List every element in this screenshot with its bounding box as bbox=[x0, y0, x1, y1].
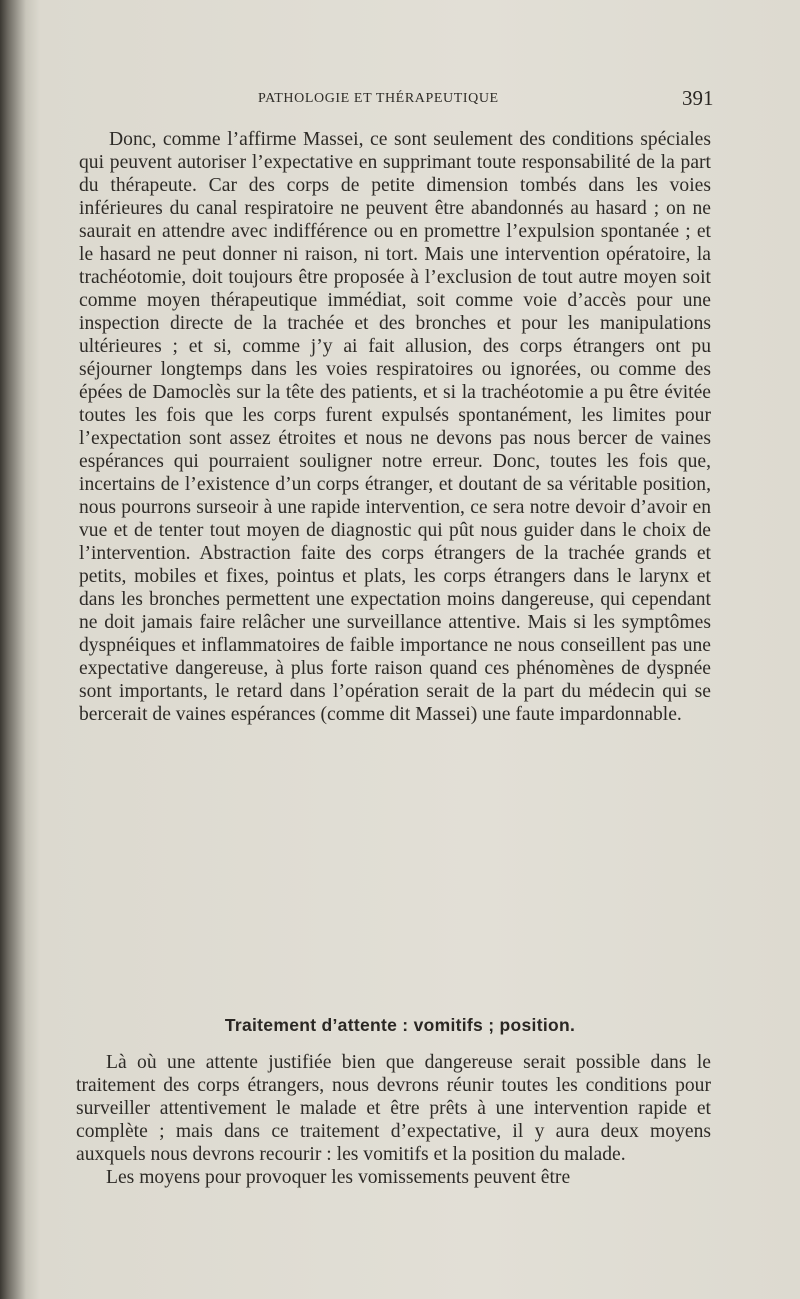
paragraph-1: Donc, comme l’affirme Massei, ce sont seulement des conditions spéciales qui peuvent autoriser l’expectative en supprimant toute responsabilité de la part du thérapeute. Car des corps de petite dimension tombés dans les voies inférieures du canal respiratoire ne peuvent être abandonnés au hasard ; on ne saurait en attendre avec indifférence ou en promettre l’expulsion spontanée ; et le hasard ne peut donner ni raison, ni tort. Mais une intervention opératoire, la trachéotomie, doit toujours être proposée à l’exclusion de tout autre moyen soit comme moyen thérapeutique immédiat, soit comme voie d’accès pour une inspection directe de la trachée et des bronches et pour les manipulations ultérieures ; et si, comme j’y ai fait allusion, des corps étrangers ont pu séjourner longtemps dans les voies respiratoires ou ignorées, ou comme des épées de Damoclès sur la tête des patients, et si la trachéotomie a pu être évitée toutes les fois que les corps furent expulsés spontanément, les limites pour l’expectation sont assez étroites et nous ne devons pas nous bercer de vaines espérances qui pourraient souligner notre erreur. Donc, toutes les fois que, incertains de l’existence d’un corps étranger, et doutant de sa véritable position, nous pourrons surseoir à une rapide intervention, ce sera notre devoir d’avoir en vue et de tenter tout moyen de diagnostic qui pût nous guider dans le choix de l’intervention. Abstraction faite des corps étrangers de la trachée grands et petits, mobiles et fixes, pointus et plats, les corps étrangers dans le larynx et dans les bronches permettent une expectation moins dangereuse, qui cependant ne doit jamais faire relâcher une surveillance attentive. Mais si les symptômes dyspnéiques et inflammatoires de faible importance ne nous conseillent pas une expectative dangereuse, à plus forte raison quand ces phénomènes de dyspnée sont importants, le retard dans l’opération serait de la part du médecin qui se bercerait de vaines espérances (comme dit Massei) une faute impardonnable. bbox=[79, 129, 711, 725]
section-body bbox=[76, 1051, 711, 1189]
section-heading: Traitement d’attente : vomitifs ; position. bbox=[224, 1015, 576, 1035]
paragraph-2: Là où une attente justifiée bien que dangereuse serait possible dans le traitement des corps étrangers, nous devrons réunir toutes les conditions pour surveiller attentivement le malade et être prêts à une intervention rapide et complète ; mais dans ce traitement d’expectative, il y aura deux moyens auxquels nous devrons recourir : les vomitifs et la position du malade. bbox=[76, 1052, 711, 1165]
running-head: PATHOLOGIE ET THÉRAPEUTIQUE bbox=[258, 91, 499, 106]
paragraph-3: Les moyens pour provoquer les vomissements peuvent être bbox=[106, 1167, 571, 1188]
page-number: 391 bbox=[682, 86, 714, 110]
